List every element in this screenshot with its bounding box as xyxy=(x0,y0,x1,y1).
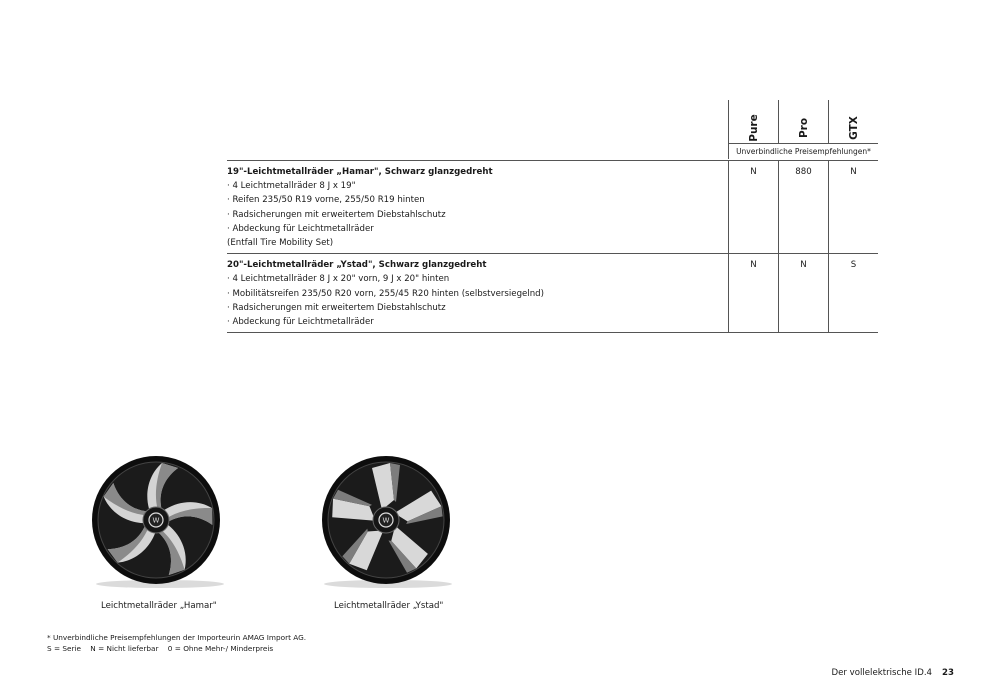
value-gtx: N xyxy=(828,161,878,253)
row-line: · Abdeckung für Leichtmetallräder xyxy=(227,317,374,328)
row-values xyxy=(728,254,878,332)
value-pro: N xyxy=(778,254,828,332)
value-gtx: S xyxy=(828,254,878,332)
table-header xyxy=(227,100,878,160)
column-label-pure: Pure xyxy=(748,114,760,142)
row-values xyxy=(728,161,878,253)
wheel-ystad-caption: Leichtmetallräder „Ystad" xyxy=(334,601,444,611)
wheel-hamar-image xyxy=(90,455,230,590)
row-description xyxy=(227,254,722,332)
price-note: Unverbindliche Preisempfehlungen* xyxy=(728,143,878,159)
table-row xyxy=(227,253,878,333)
column-label-gtx: GTX xyxy=(848,116,860,140)
row-line: (Entfall Tire Mobility Set) xyxy=(227,238,334,249)
table-row xyxy=(227,160,878,253)
value-pro: 880 xyxy=(778,161,828,253)
row-line: · Abdeckung für Leichtmetallräder xyxy=(227,223,374,234)
svg-text:W: W xyxy=(382,516,390,525)
page-number: 23 xyxy=(942,668,954,678)
footnote xyxy=(47,632,306,654)
value-pure: N xyxy=(728,161,778,253)
legend-line: S = Serie N = Nicht lieferbar 0 = Ohne Mehr-/ Minderpreis xyxy=(47,644,274,653)
equipment-table xyxy=(227,100,878,333)
svg-text:W: W xyxy=(152,516,160,525)
column-header-pro xyxy=(778,100,829,143)
wheel-ystad-image xyxy=(320,455,460,590)
row-line: · 4 Leichtmetallräder 8 J x 19" xyxy=(227,181,356,192)
row-line: · 4 Leichtmetallräder 8 J x 20" vorn, 9 J x 20" hinten xyxy=(227,274,450,285)
page-footer xyxy=(831,668,954,678)
value-pure: N xyxy=(728,254,778,332)
footnote-line: * Unverbindliche Preisempfehlungen der Importeurin AMAG Import AG. xyxy=(47,633,307,642)
wheel-hamar-caption: Leichtmetallräder „Hamar" xyxy=(101,601,217,611)
column-header-pure xyxy=(728,100,779,143)
row-line: · Radsicherungen mit erweitertem Diebstahlschutz xyxy=(227,302,446,313)
row-line: · Radsicherungen mit erweitertem Diebstahlschutz xyxy=(227,209,446,220)
document-title: Der vollelektrische ID.4 xyxy=(831,668,933,678)
row-line: · Mobilitätsreifen 235/50 R20 vorn, 255/45 R20 hinten (selbstversiegelnd) xyxy=(227,288,544,299)
column-label-pro: Pro xyxy=(798,117,810,139)
row-description xyxy=(227,161,722,253)
row-title: 20"-Leichtmetallräder „Ystad", Schwarz glanzgedreht xyxy=(227,260,487,271)
column-header-gtx xyxy=(828,100,879,143)
row-title: 19"-Leichtmetallräder „Hamar", Schwarz glanzgedreht xyxy=(227,167,493,177)
row-line: · Reifen 235/50 R19 vorne, 255/50 R19 hinten xyxy=(227,195,425,206)
